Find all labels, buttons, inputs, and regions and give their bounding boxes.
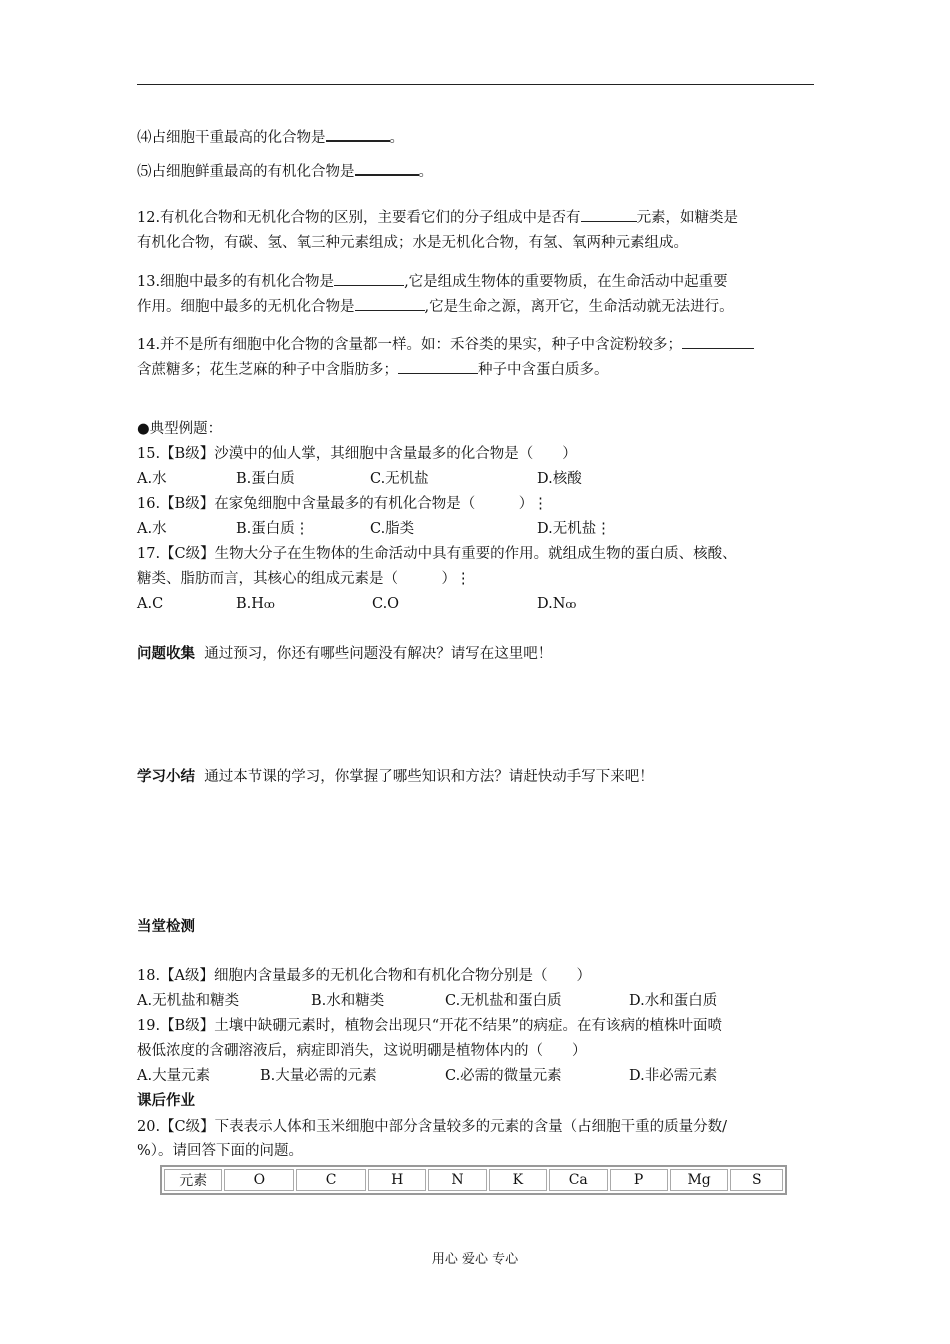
q17-option-d[interactable]: D.Nꚙ bbox=[537, 596, 577, 612]
question-15: 15.【B级】沙漠中的仙人掌，其细胞中含量最多的化合物是（ ） bbox=[137, 446, 577, 462]
q18-option-d[interactable]: D.水和蛋白质 bbox=[629, 993, 718, 1009]
element-table bbox=[160, 1165, 787, 1195]
table-row bbox=[164, 1169, 783, 1191]
q15-option-a[interactable]: A.水 bbox=[137, 471, 167, 487]
learning-summary: 学习小结 通过本节课的学习，你掌握了哪些知识和方法？请赶快动手写下来吧！ bbox=[137, 769, 654, 785]
question-17-line-1: 17.【C级】生物大分子在生物体的生命活动中具有重要的作用。就组成生物的蛋白质、核酸、 bbox=[137, 546, 737, 562]
question-19-line-1: 19.【B级】土壤中缺硼元素时，植物会出现只“开花不结果”的病症。在有该病的植株叶面喷 bbox=[137, 1018, 723, 1034]
answer-blank[interactable] bbox=[682, 334, 754, 349]
question-17-line-2: 糖类、脂肪而言，其核心的组成元素是（ ）⋮ bbox=[137, 571, 471, 587]
q16-option-b[interactable]: B.蛋白质⋮ bbox=[236, 521, 310, 537]
q15-option-b[interactable]: B.蛋白质 bbox=[236, 471, 295, 487]
q15-option-d[interactable]: D.核酸 bbox=[537, 471, 582, 487]
question-14-line-1: 14.并不是所有细胞中化合物的含量都一样。如：禾谷类的果实，种子中含淀粉较多； bbox=[137, 334, 754, 355]
q19-option-d[interactable]: D.非必需元素 bbox=[629, 1068, 718, 1084]
header-rule bbox=[137, 84, 814, 85]
q19-option-b[interactable]: B.大量必需的元素 bbox=[260, 1068, 377, 1084]
table-cell: K bbox=[489, 1169, 547, 1191]
q19-option-c[interactable]: C.必需的微量元素 bbox=[445, 1068, 562, 1084]
q18-option-b[interactable]: B.水和糖类 bbox=[311, 993, 385, 1009]
item-4-text: ⑷占细胞干重最高的化合物是 bbox=[137, 130, 326, 146]
table-cell: N bbox=[428, 1169, 486, 1191]
section-label: 学习小结 bbox=[137, 769, 195, 785]
item-5: ⑸占细胞鲜重最高的有机化合物是 。 bbox=[137, 160, 433, 182]
q16-option-d[interactable]: D.无机盐⋮ bbox=[537, 521, 611, 537]
glyph-mark: ꚙ bbox=[263, 598, 275, 611]
table-cell: C bbox=[296, 1169, 366, 1191]
table-cell: Ca bbox=[549, 1169, 608, 1191]
glyph-mark: ꚙ bbox=[565, 598, 577, 611]
question-12-line-1: 12.有机化合物和无机化合物的区别，主要看它们的分子组成中是否有 元素，如糖类是 bbox=[137, 207, 738, 228]
homework-heading: 课后作业 bbox=[137, 1093, 195, 1109]
answer-blank[interactable] bbox=[398, 359, 478, 374]
section-label: 问题收集 bbox=[137, 646, 195, 662]
q18-option-c[interactable]: C.无机盐和蛋白质 bbox=[445, 993, 562, 1009]
question-19-line-2: 极低浓度的含硼溶液后，病症即消失，这说明硼是植物体内的（ ） bbox=[137, 1043, 587, 1059]
table-cell: P bbox=[610, 1169, 668, 1191]
item-5-text: ⑸占细胞鲜重最高的有机化合物是 bbox=[137, 164, 355, 180]
question-14-line-2: 含蔗糖多；花生芝麻的种子中含脂肪多； 种子中含蛋白质多。 bbox=[137, 359, 609, 380]
q15-option-c[interactable]: C.无机盐 bbox=[370, 471, 429, 487]
question-16: 16.【B级】在家兔细胞中含量最多的有机化合物是（ ）⋮ bbox=[137, 496, 548, 512]
question-20-line-1: 20.【C级】下表表示人体和玉米细胞中部分含量较多的元素的含量（占细胞干重的质量分数/ bbox=[137, 1119, 728, 1135]
answer-blank[interactable] bbox=[355, 160, 419, 176]
in-class-test-heading: 当堂检测 bbox=[137, 919, 195, 935]
table-cell: O bbox=[224, 1169, 294, 1191]
table-cell: Mg bbox=[670, 1169, 729, 1191]
answer-blank[interactable] bbox=[355, 296, 425, 311]
q17-option-c[interactable]: C.O bbox=[372, 596, 400, 612]
q16-option-c[interactable]: C.脂类 bbox=[370, 521, 415, 537]
table-cell: H bbox=[368, 1169, 426, 1191]
q16-option-a[interactable]: A.水 bbox=[137, 521, 167, 537]
question-collection: 问题收集 通过预习，你还有哪些问题没有解决？请写在这里吧！ bbox=[137, 646, 553, 662]
question-13-line-1: 13.细胞中最多的有机化合物是 ,它是组成生物体的重要物质，在生命活动中起重要 bbox=[137, 271, 728, 292]
question-12-line-2: 有机化合物，有碳、氢、氧三种元素组成；水是无机化合物，有氢、氧两种元素组成。 bbox=[137, 235, 688, 251]
table-cell: S bbox=[730, 1169, 783, 1191]
examples-heading: ●典型例题： bbox=[137, 421, 223, 437]
answer-blank[interactable] bbox=[334, 271, 404, 286]
page-footer: 用心 爱心 专心 bbox=[431, 1252, 519, 1267]
question-18: 18.【A级】细胞内含量最多的无机化合物和有机化合物分别是（ ） bbox=[137, 968, 592, 984]
q17-option-b[interactable]: B.Hꚙ bbox=[236, 596, 275, 612]
answer-blank[interactable] bbox=[581, 207, 637, 222]
item-4: ⑷占细胞干重最高的化合物是 。 bbox=[137, 126, 404, 148]
question-13-line-2: 作用。细胞中最多的无机化合物是 ,它是生命之源，离开它，生命活动就无法进行。 bbox=[137, 296, 734, 317]
q19-option-a[interactable]: A.大量元素 bbox=[137, 1068, 211, 1084]
question-20-line-2: %）。请回答下面的问题。 bbox=[137, 1143, 304, 1159]
q18-option-a[interactable]: A.无机盐和糖类 bbox=[137, 993, 240, 1009]
q17-option-a[interactable]: A.C bbox=[137, 596, 164, 612]
table-header-cell: 元素 bbox=[164, 1169, 222, 1191]
answer-blank[interactable] bbox=[326, 126, 390, 142]
